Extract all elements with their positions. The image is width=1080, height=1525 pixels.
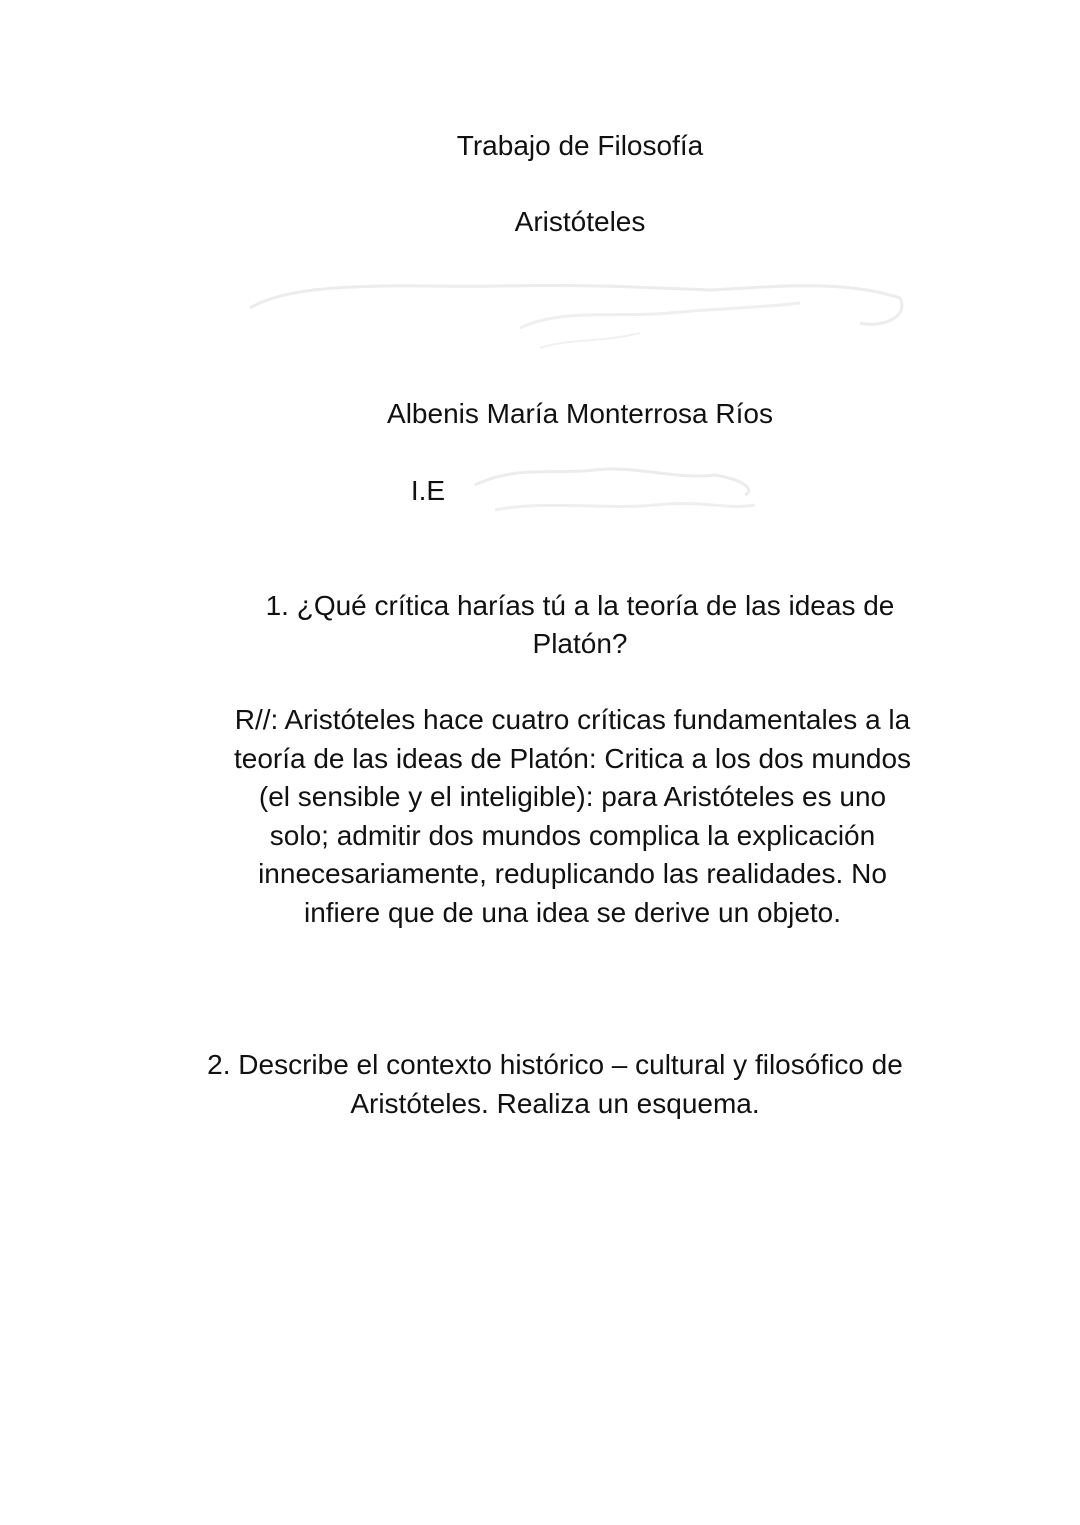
- document-subject: Aristóteles: [514, 206, 646, 237]
- question-1: [200, 587, 960, 663]
- author-name: Albenis María Monterrosa Ríos: [387, 398, 773, 429]
- answer-line: R//: Aristóteles hace cuatro críticas fundamentales a la: [234, 704, 911, 735]
- institution-label: I.E: [410, 475, 446, 506]
- question-line: Aristóteles. Realiza un esquema.: [350, 1087, 760, 1119]
- answer-line: infiere que de una idea se derive un objeto.: [303, 896, 842, 928]
- answer-1: [200, 701, 945, 932]
- document-title: Trabajo de Filosofía: [456, 130, 704, 161]
- answer-line: innecesariamente, reduplicando las realidades. No: [258, 858, 887, 889]
- scribble-icon: [240, 268, 915, 358]
- answer-line: teoría de las ideas de Platón: Critica a los dos mundos: [233, 742, 912, 774]
- scribble-icon: [455, 455, 775, 530]
- question-line: Platón?: [532, 628, 628, 659]
- question-line: 2. Describe el contexto histórico – cultural y filosófico de: [207, 1049, 903, 1080]
- redacted-region: [240, 268, 915, 358]
- question-2: [170, 1046, 940, 1123]
- question-line: 1. ¿Qué crítica harías tú a la teoría de las ideas de: [265, 590, 895, 621]
- answer-line: solo; admitir dos mundos complica la explicación: [269, 819, 876, 851]
- answer-line: (el sensible y el inteligible): para Aristóteles es uno: [258, 781, 887, 812]
- redacted-region: [455, 455, 775, 530]
